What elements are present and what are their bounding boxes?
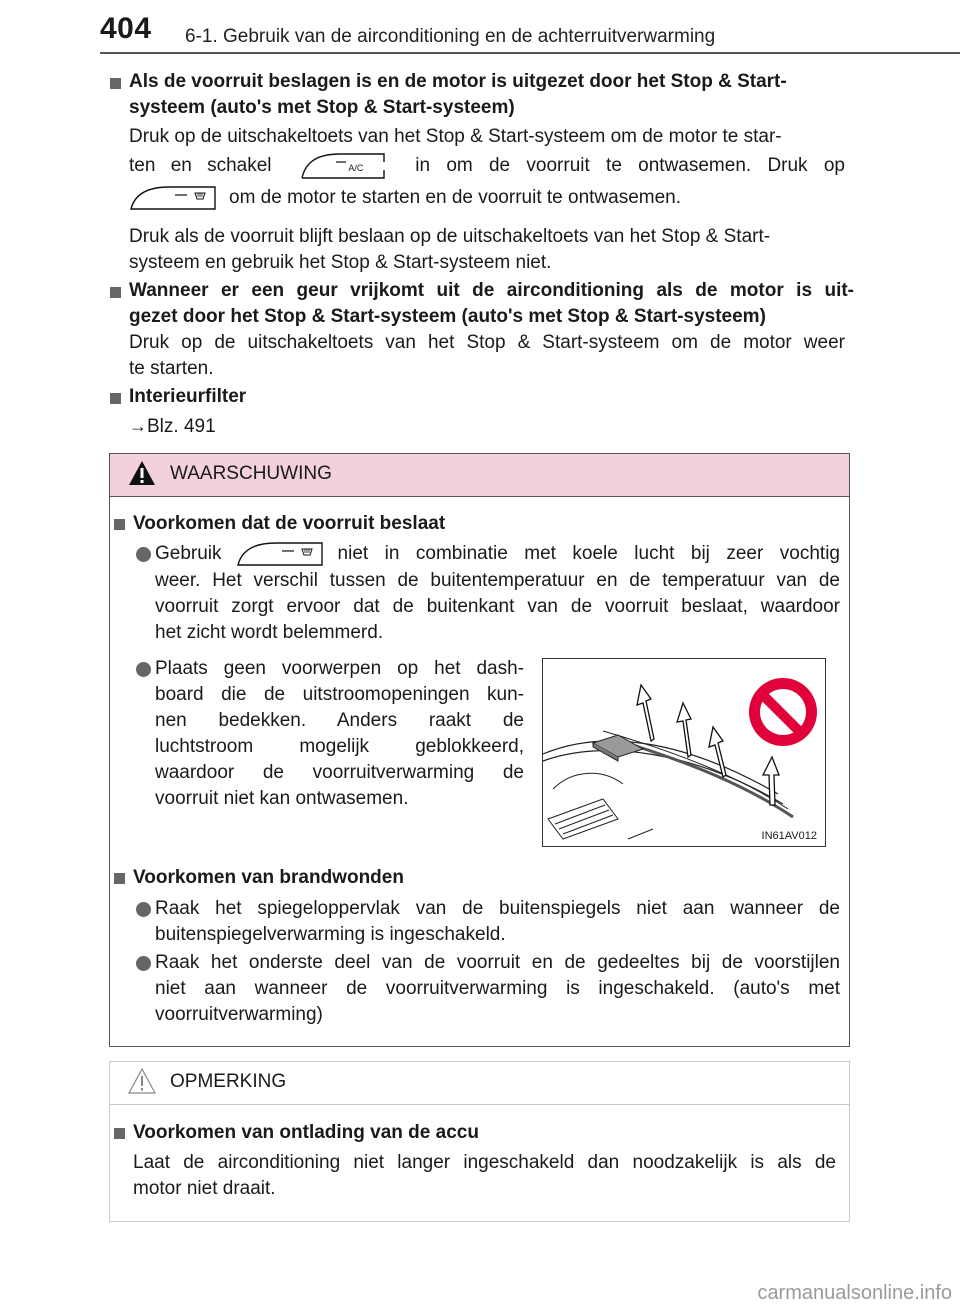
note-line: motor niet draait. bbox=[133, 1178, 276, 1199]
bullet-line: Raak het onderste deel van de voorruit en de gedeeltes bij de voorstijlen bbox=[155, 952, 840, 973]
ac-label: A/C bbox=[348, 163, 364, 173]
bullet-line: voorruit zorgt ervoor dat de buitenkant van de voorruit beslaat, waardoor bbox=[155, 596, 840, 617]
arrow-right-icon: → bbox=[129, 416, 147, 436]
windshield-defroster-button bbox=[236, 541, 324, 567]
warning-heading: Voorkomen van brandwonden bbox=[133, 867, 404, 888]
bullet-dot bbox=[136, 547, 151, 562]
bullet-line: Raak het spiegeloppervlak van de buitenspiegels niet aan wanneer de bbox=[155, 898, 840, 919]
paragraph-line: Druk op de uitschakeltoets van het Stop & Start-systeem om de motor weer bbox=[129, 332, 845, 353]
bullet-line: waardoor de voorruitverwarming de bbox=[155, 762, 524, 783]
text: Gebruik bbox=[155, 543, 222, 564]
section-bullet bbox=[114, 1128, 125, 1139]
bullet-dot bbox=[136, 662, 151, 677]
prohibited-icon bbox=[749, 678, 817, 746]
windshield-defroster-icon bbox=[236, 541, 324, 567]
warning-heading: Voorkomen dat de voorruit beslaat bbox=[133, 513, 446, 534]
section-heading: Interieurfilter bbox=[129, 386, 247, 407]
warning-header bbox=[110, 454, 849, 497]
heading-line: Als de voorruit beslagen is en de motor is uitgezet door het Stop & Start- bbox=[129, 71, 787, 92]
windshield-defroster-button bbox=[129, 185, 217, 211]
text: ten en schakel bbox=[129, 155, 272, 176]
bullet-line: het zicht wordt belemmerd. bbox=[155, 622, 384, 643]
heading-line: systeem (auto's met Stop & Start-systeem) bbox=[129, 97, 515, 118]
paragraph-line-with-button bbox=[129, 185, 845, 211]
bullet-text bbox=[155, 656, 524, 812]
paragraph-line: te starten. bbox=[129, 358, 214, 379]
bullet-text bbox=[155, 950, 840, 1028]
caution-triangle-icon bbox=[127, 1067, 157, 1095]
heading-line: gezet door het Stop & Start-systeem (auto's met Stop & Start-systeem) bbox=[129, 306, 766, 327]
bullet-line: buitenspiegelverwarming is ingeschakeld. bbox=[155, 924, 506, 945]
note-header bbox=[110, 1062, 849, 1105]
section-heading bbox=[129, 69, 859, 121]
bullet-line: voorruitverwarming) bbox=[155, 1004, 323, 1025]
bullet-line: niet aan wanneer de voorruitverwarming is ingeschakeld. (auto's met bbox=[155, 978, 840, 999]
heading-line: Wanneer er een geur vrijkomt uit de airconditioning als de motor is uit- bbox=[129, 280, 854, 301]
bullet-text bbox=[155, 896, 840, 948]
section-bullet bbox=[110, 78, 121, 89]
bullet-line: nen bedekken. Anders raakt de bbox=[155, 710, 524, 731]
warning-title: WAARSCHUWING bbox=[170, 463, 332, 484]
paragraph-line-with-button bbox=[129, 152, 845, 180]
text: om de motor te starten en de voorruit te ontwasemen. bbox=[229, 187, 682, 208]
header-rule bbox=[100, 52, 960, 54]
paragraph-line: systeem en gebruik het Stop & Start-systeem niet. bbox=[129, 252, 552, 273]
paragraph-line: Druk als de voorruit blijft beslaan op de uitschakeltoets van het Stop & Start- bbox=[129, 226, 771, 247]
windshield-defroster-icon bbox=[129, 185, 217, 211]
text: niet in combinatie met koele lucht bij zeer vochtig bbox=[337, 543, 840, 564]
note-text bbox=[133, 1150, 836, 1202]
ac-button bbox=[300, 152, 386, 180]
section-bullet bbox=[110, 287, 121, 298]
watermark: carmanualsonline.info bbox=[757, 1282, 952, 1304]
bullet-line: Plaats geen voorwerpen op het dash- bbox=[155, 658, 524, 679]
note-title: OPMERKING bbox=[170, 1071, 287, 1092]
note-line: Laat de airconditioning niet langer ingeschakeld dan noodzakelijk is als de bbox=[133, 1152, 836, 1173]
dashboard-illustration bbox=[543, 659, 826, 847]
page-reference bbox=[129, 413, 216, 440]
figure-code: IN61AV012 bbox=[761, 830, 817, 842]
section-bullet bbox=[114, 873, 125, 884]
note-heading: Voorkomen van ontlading van de accu bbox=[133, 1122, 479, 1143]
text: in om de voorruit te ontwasemen. Druk op bbox=[415, 155, 845, 176]
page-reference-text: Blz. 491 bbox=[147, 416, 216, 437]
bullet-dot bbox=[136, 956, 151, 971]
section-bullet bbox=[114, 519, 125, 530]
paragraph bbox=[129, 224, 845, 276]
section-bullet bbox=[110, 393, 121, 404]
bullet-line-with-button bbox=[155, 541, 840, 567]
bullet-dot bbox=[136, 902, 151, 917]
bullet-line: voorruit niet kan ontwasemen. bbox=[155, 788, 409, 809]
bullet-line: luchtstroom mogelijk geblokkeerd, bbox=[155, 736, 524, 757]
bullet-line: board die de uitstroomopeningen kun- bbox=[155, 684, 524, 705]
warning-triangle-icon bbox=[127, 459, 157, 487]
section-heading bbox=[129, 278, 854, 330]
bullet-line: weer. Het verschil tussen de buitentemperatuur en de temperatuur van de bbox=[155, 570, 840, 591]
page-header bbox=[0, 0, 960, 54]
chapter-title: 6-1. Gebruik van de airconditioning en de achterruitverwarming bbox=[185, 26, 716, 47]
paragraph: Druk op de uitschakeltoets van het Stop & Start-systeem om de motor te star- bbox=[129, 126, 782, 147]
dashboard-vent-figure bbox=[542, 658, 826, 847]
paragraph bbox=[129, 330, 845, 382]
page-number: 404 bbox=[100, 12, 152, 45]
bullet-text bbox=[155, 568, 840, 646]
